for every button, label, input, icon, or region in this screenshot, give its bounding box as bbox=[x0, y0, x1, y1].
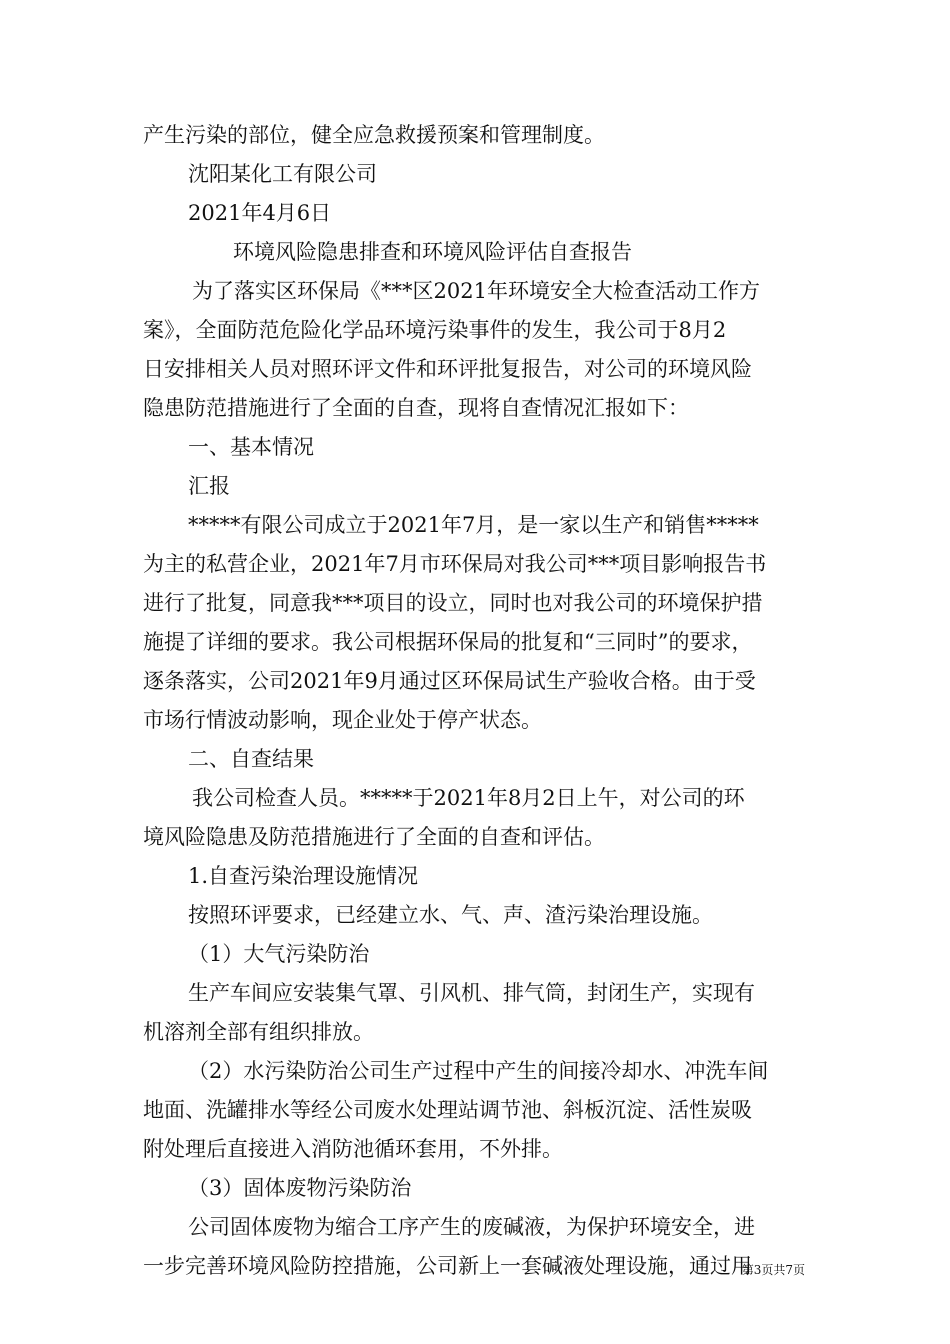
subsection-heading: （3）固体废物污染防治 bbox=[188, 1176, 412, 1200]
text-line: *****有限公司成立于2021年7月，是一家以生产和销售***** bbox=[188, 513, 759, 537]
text-line: 产生污染的部位，健全应急救援预案和管理制度。 bbox=[143, 123, 605, 147]
text-line: 案》，全面防范危险化学品环境污染事件的发生，我公司于8月2 bbox=[143, 318, 727, 342]
text-line: 按照环评要求，已经建立水、气、声、渣污染治理设施。 bbox=[188, 903, 713, 927]
text-line: 日安排相关人员对照环评文件和环评批复报告，对公司的环境风险 bbox=[143, 357, 752, 381]
subsection-heading: （1）大气污染防治 bbox=[188, 942, 370, 966]
text-line: 进行了批复，同意我***项目的设立，同时也对我公司的环境保护措 bbox=[143, 591, 763, 615]
text-line: 我公司检查人员。*****于2021年8月2日上午，对公司的环 bbox=[192, 786, 745, 810]
text-line: 为主的私营企业，2021年7月市环保局对我公司***项目影响报告书 bbox=[143, 552, 767, 576]
text-line: 附处理后直接进入消防池循环套用，不外排。 bbox=[143, 1137, 563, 1161]
report-title: 环境风险隐患排查和环境风险评估自查报告 bbox=[233, 240, 632, 264]
section-heading: 二、自查结果 bbox=[188, 747, 314, 771]
section-heading: 一、基本情况 bbox=[188, 435, 314, 459]
text-line: 机溶剂全部有组织排放。 bbox=[143, 1020, 374, 1044]
text-line: 隐患防范措施进行了全面的自查，现将自查情况汇报如下： bbox=[143, 396, 689, 420]
text-line: 公司固体废物为缩合工序产生的废碱液，为保护环境安全，进 bbox=[188, 1215, 755, 1239]
text-line: 境风险隐患及防范措施进行了全面的自查和评估。 bbox=[143, 825, 605, 849]
text-line: 生产车间应安装集气罩、引风机、排气筒，封闭生产，实现有 bbox=[188, 981, 755, 1005]
page-number-footer: 第3页共7页 bbox=[741, 1263, 805, 1277]
text-line: 一步完善环境风险防控措施，公司新上一套碱液处理设施，通过用 bbox=[143, 1254, 752, 1278]
text-line: 逐条落实，公司2021年9月通过区环保局试生产验收合格。由于受 bbox=[143, 669, 756, 693]
text-line: 汇报 bbox=[188, 474, 230, 498]
text-line: （2）水污染防治公司生产过程中产生的间接冷却水、冲洗车间 bbox=[188, 1059, 769, 1083]
document-date: 2021年4月6日 bbox=[188, 201, 332, 225]
text-line: 地面、洗罐排水等经公司废水处理站调节池、斜板沉淀、活性炭吸 bbox=[143, 1098, 752, 1122]
document-body bbox=[143, 116, 813, 1286]
company-name: 沈阳某化工有限公司 bbox=[188, 162, 377, 186]
text-line: 施提了详细的要求。我公司根据环保局的批复和“三同时”的要求， bbox=[143, 630, 753, 654]
subsection-heading: 1.自查污染治理设施情况 bbox=[188, 864, 419, 888]
text-line: 为了落实区环保局《***区2021年环境安全大检查活动工作方 bbox=[192, 279, 760, 303]
text-line: 市场行情波动影响，现企业处于停产状态。 bbox=[143, 708, 542, 732]
